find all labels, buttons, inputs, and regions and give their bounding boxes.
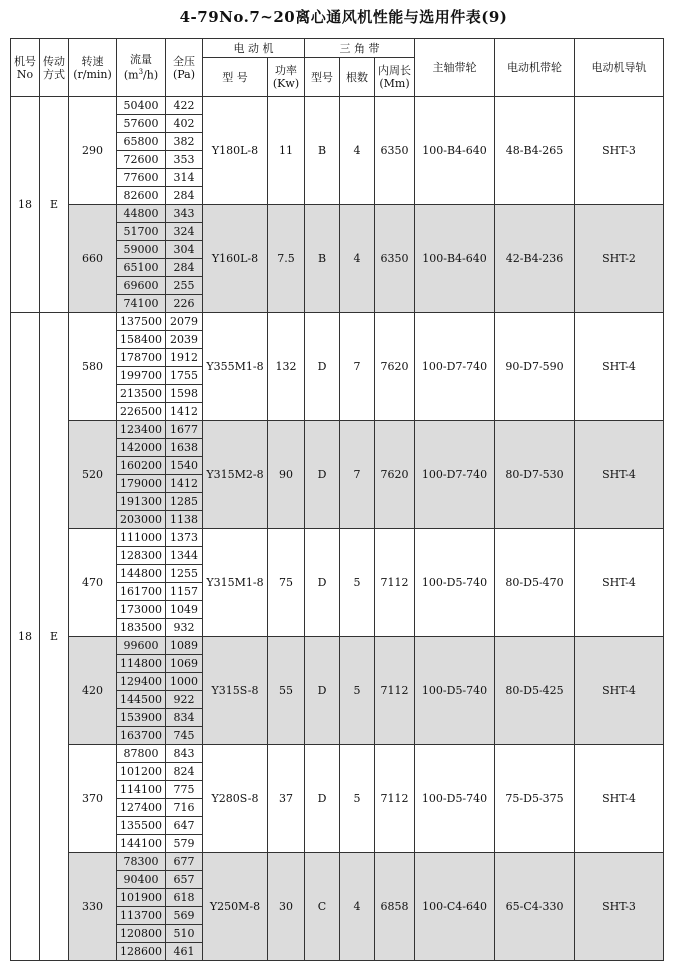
belt-count-cell: 5 [340, 637, 375, 745]
flow-cell: 77600 [117, 169, 166, 187]
pressure-cell: 843 [166, 745, 203, 763]
pressure-cell: 745 [166, 727, 203, 745]
speed-cell: 580 [69, 313, 117, 421]
belt-count-cell: 4 [340, 205, 375, 313]
flow-cell: 74100 [117, 295, 166, 313]
flow-cell: 120800 [117, 925, 166, 943]
pressure-cell: 1285 [166, 493, 203, 511]
flow-cell: 158400 [117, 331, 166, 349]
motor-power-cell: 11 [268, 97, 305, 205]
header-flow: 流量 $(m^3/h)$ [117, 39, 166, 97]
flow-cell: 123400 [117, 421, 166, 439]
pressure-cell: 1912 [166, 349, 203, 367]
machine-no-cell: 18 [11, 313, 40, 961]
pressure-cell: 1598 [166, 385, 203, 403]
pressure-cell: 402 [166, 115, 203, 133]
flow-cell: 82600 [117, 187, 166, 205]
motor-model-cell: Y160L-8 [203, 205, 268, 313]
drive-cell: E [40, 97, 69, 313]
flow-cell: 127400 [117, 799, 166, 817]
main-pulley-cell: 100-D5-740 [415, 529, 495, 637]
flow-cell: 163700 [117, 727, 166, 745]
motor-model-cell: Y250M-8 [203, 853, 268, 961]
flow-cell: 101900 [117, 889, 166, 907]
flow-cell: 128600 [117, 943, 166, 961]
flow-cell: 203000 [117, 511, 166, 529]
flow-cell: 114100 [117, 781, 166, 799]
header-motor-power: 功率 (Kw) [268, 58, 305, 97]
motor-pulley-cell: 80-D5-470 [495, 529, 575, 637]
pressure-cell: 579 [166, 835, 203, 853]
flow-cell: 65800 [117, 133, 166, 151]
flow-cell: 101200 [117, 763, 166, 781]
flow-cell: 161700 [117, 583, 166, 601]
flow-cell: 78300 [117, 853, 166, 871]
main-pulley-cell: 100-D7-740 [415, 421, 495, 529]
flow-cell: 144800 [117, 565, 166, 583]
belt-length-cell: 7620 [375, 313, 415, 421]
pressure-cell: 677 [166, 853, 203, 871]
table-body [11, 97, 664, 961]
header-motor-model: 型 号 [203, 58, 268, 97]
speed-cell: 420 [69, 637, 117, 745]
motor-power-cell: 37 [268, 745, 305, 853]
flow-cell: 51700 [117, 223, 166, 241]
flow-cell: 160200 [117, 457, 166, 475]
flow-cell: 113700 [117, 907, 166, 925]
flow-cell: 72600 [117, 151, 166, 169]
motor-rail-cell: SHT-3 [575, 853, 664, 961]
header-speed: 转速 (r/min) [69, 39, 117, 97]
belt-length-cell: 7112 [375, 637, 415, 745]
motor-model-cell: Y315M2-8 [203, 421, 268, 529]
pressure-cell: 1000 [166, 673, 203, 691]
pressure-cell: 2079 [166, 313, 203, 331]
speed-cell: 330 [69, 853, 117, 961]
pressure-cell: 422 [166, 97, 203, 115]
pressure-cell: 461 [166, 943, 203, 961]
header-pressure: 全压 (Pa) [166, 39, 203, 97]
pressure-cell: 226 [166, 295, 203, 313]
pressure-cell: 1412 [166, 475, 203, 493]
motor-rail-cell: SHT-3 [575, 97, 664, 205]
speed-cell: 290 [69, 97, 117, 205]
flow-cell: 178700 [117, 349, 166, 367]
header-motor: 电 动 机 [203, 39, 305, 58]
flow-cell: 199700 [117, 367, 166, 385]
flow-cell: 213500 [117, 385, 166, 403]
pressure-cell: 657 [166, 871, 203, 889]
flow-cell: 69600 [117, 277, 166, 295]
motor-rail-cell: SHT-2 [575, 205, 664, 313]
drive-cell: E [40, 313, 69, 961]
belt-length-cell: 6858 [375, 853, 415, 961]
flow-cell: 135500 [117, 817, 166, 835]
header-drive: 传动 方式 [40, 39, 69, 97]
flow-cell: 111000 [117, 529, 166, 547]
pressure-cell: 618 [166, 889, 203, 907]
pressure-cell: 284 [166, 259, 203, 277]
flow-cell: 128300 [117, 547, 166, 565]
pressure-cell: 922 [166, 691, 203, 709]
motor-power-cell: 132 [268, 313, 305, 421]
motor-rail-cell: SHT-4 [575, 313, 664, 421]
motor-rail-cell: SHT-4 [575, 421, 664, 529]
belt-count-cell: 4 [340, 97, 375, 205]
motor-pulley-cell: 90-D7-590 [495, 313, 575, 421]
flow-cell: 44800 [117, 205, 166, 223]
pressure-cell: 1049 [166, 601, 203, 619]
pressure-cell: 1677 [166, 421, 203, 439]
motor-pulley-cell: 42-B4-236 [495, 205, 575, 313]
pressure-cell: 1638 [166, 439, 203, 457]
belt-model-cell: D [305, 745, 340, 853]
flow-cell: 90400 [117, 871, 166, 889]
flow-cell: 59000 [117, 241, 166, 259]
belt-length-cell: 6350 [375, 205, 415, 313]
table-row [11, 529, 664, 547]
flow-cell: 114800 [117, 655, 166, 673]
table-row [11, 637, 664, 655]
flow-cell: 142000 [117, 439, 166, 457]
motor-pulley-cell: 80-D7-530 [495, 421, 575, 529]
motor-power-cell: 30 [268, 853, 305, 961]
pressure-cell: 353 [166, 151, 203, 169]
flow-cell: 153900 [117, 709, 166, 727]
header-belt: 三 角 带 [305, 39, 415, 58]
pressure-cell: 343 [166, 205, 203, 223]
motor-model-cell: Y315S-8 [203, 637, 268, 745]
pressure-cell: 1755 [166, 367, 203, 385]
motor-power-cell: 75 [268, 529, 305, 637]
motor-model-cell: Y280S-8 [203, 745, 268, 853]
header-belt-length: 内周长 (Mm) [375, 58, 415, 97]
pressure-cell: 716 [166, 799, 203, 817]
belt-model-cell: D [305, 421, 340, 529]
flow-cell: 129400 [117, 673, 166, 691]
belt-count-cell: 7 [340, 313, 375, 421]
motor-pulley-cell: 65-C4-330 [495, 853, 575, 961]
speed-cell: 520 [69, 421, 117, 529]
belt-count-cell: 5 [340, 745, 375, 853]
pressure-cell: 1069 [166, 655, 203, 673]
motor-power-cell: 7.5 [268, 205, 305, 313]
flow-cell: 57600 [117, 115, 166, 133]
motor-model-cell: Y355M1-8 [203, 313, 268, 421]
belt-model-cell: C [305, 853, 340, 961]
pressure-cell: 382 [166, 133, 203, 151]
flow-cell: 65100 [117, 259, 166, 277]
flow-cell: 137500 [117, 313, 166, 331]
pressure-cell: 284 [166, 187, 203, 205]
pressure-cell: 775 [166, 781, 203, 799]
pressure-cell: 255 [166, 277, 203, 295]
table-row [11, 745, 664, 763]
belt-model-cell: D [305, 529, 340, 637]
belt-length-cell: 7112 [375, 745, 415, 853]
header-motor-rail: 电动机导轨 [575, 39, 664, 97]
flow-cell: 99600 [117, 637, 166, 655]
pressure-cell: 314 [166, 169, 203, 187]
table-row [11, 97, 664, 115]
speed-cell: 660 [69, 205, 117, 313]
belt-model-cell: D [305, 313, 340, 421]
pressure-cell: 1540 [166, 457, 203, 475]
table-row [11, 205, 664, 223]
main-pulley-cell: 100-B4-640 [415, 97, 495, 205]
flow-cell: 179000 [117, 475, 166, 493]
pressure-cell: 647 [166, 817, 203, 835]
pressure-cell: 932 [166, 619, 203, 637]
pressure-cell: 1255 [166, 565, 203, 583]
flow-cell: 173000 [117, 601, 166, 619]
belt-model-cell: B [305, 97, 340, 205]
pressure-cell: 1373 [166, 529, 203, 547]
pressure-cell: 569 [166, 907, 203, 925]
motor-rail-cell: SHT-4 [575, 745, 664, 853]
motor-rail-cell: SHT-4 [575, 637, 664, 745]
belt-length-cell: 6350 [375, 97, 415, 205]
motor-model-cell: Y315M1-8 [203, 529, 268, 637]
belt-model-cell: D [305, 637, 340, 745]
machine-no-cell: 18 [11, 97, 40, 313]
main-pulley-cell: 100-B4-640 [415, 205, 495, 313]
page-title: 4-79No.7~20离心通风机性能与选用件表(9) [179, 8, 508, 26]
motor-pulley-cell: 48-B4-265 [495, 97, 575, 205]
belt-count-cell: 4 [340, 853, 375, 961]
table-header [11, 39, 664, 97]
belt-length-cell: 7620 [375, 421, 415, 529]
table-row [11, 853, 664, 871]
belt-length-cell: 7112 [375, 529, 415, 637]
header-machine-no: 机号 No [11, 39, 40, 97]
pressure-cell: 824 [166, 763, 203, 781]
pressure-cell: 324 [166, 223, 203, 241]
belt-count-cell: 5 [340, 529, 375, 637]
header-belt-count: 根数 [340, 58, 375, 97]
pressure-cell: 2039 [166, 331, 203, 349]
header-belt-model: 型号 [305, 58, 340, 97]
header-motor-pulley: 电动机带轮 [495, 39, 575, 97]
main-pulley-cell: 100-D7-740 [415, 313, 495, 421]
flow-cell: 87800 [117, 745, 166, 763]
flow-cell: 144100 [117, 835, 166, 853]
motor-power-cell: 90 [268, 421, 305, 529]
belt-model-cell: B [305, 205, 340, 313]
flow-cell: 226500 [117, 403, 166, 421]
pressure-cell: 834 [166, 709, 203, 727]
pressure-cell: 1157 [166, 583, 203, 601]
motor-model-cell: Y180L-8 [203, 97, 268, 205]
pressure-cell: 510 [166, 925, 203, 943]
main-pulley-cell: 100-D5-740 [415, 745, 495, 853]
header-main-pulley: 主轴带轮 [415, 39, 495, 97]
speed-cell: 470 [69, 529, 117, 637]
belt-count-cell: 7 [340, 421, 375, 529]
pressure-cell: 1089 [166, 637, 203, 655]
performance-table [10, 38, 664, 961]
pressure-cell: 1344 [166, 547, 203, 565]
flow-cell: 144500 [117, 691, 166, 709]
flow-cell: 183500 [117, 619, 166, 637]
motor-rail-cell: SHT-4 [575, 529, 664, 637]
table-row [11, 313, 664, 331]
pressure-cell: 304 [166, 241, 203, 259]
speed-cell: 370 [69, 745, 117, 853]
motor-pulley-cell: 80-D5-425 [495, 637, 575, 745]
motor-pulley-cell: 75-D5-375 [495, 745, 575, 853]
motor-power-cell: 55 [268, 637, 305, 745]
pressure-cell: 1412 [166, 403, 203, 421]
pressure-cell: 1138 [166, 511, 203, 529]
flow-cell: 50400 [117, 97, 166, 115]
table-row [11, 421, 664, 439]
main-pulley-cell: 100-D5-740 [415, 637, 495, 745]
main-pulley-cell: 100-C4-640 [415, 853, 495, 961]
flow-cell: 191300 [117, 493, 166, 511]
